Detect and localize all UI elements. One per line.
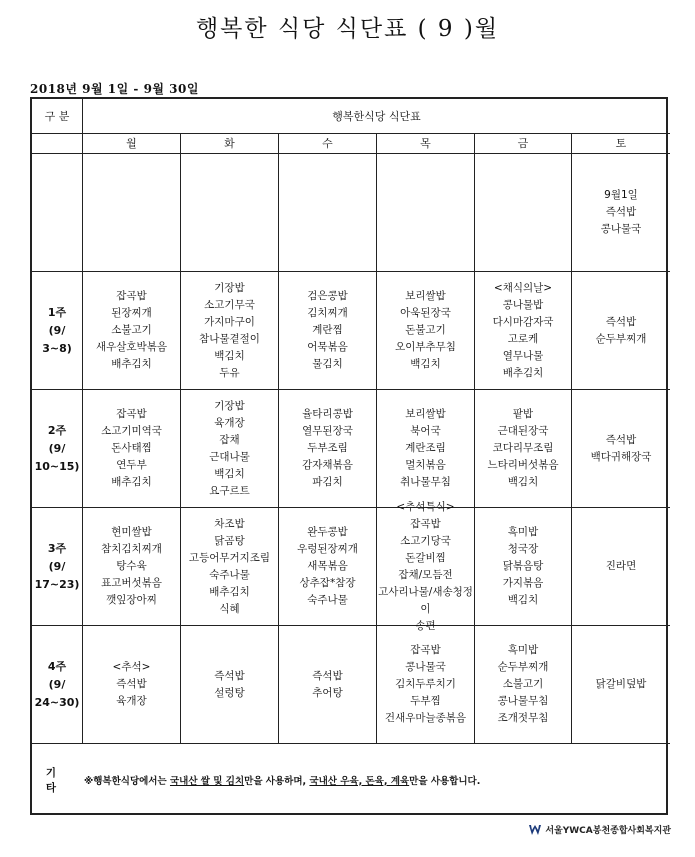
week-label (32, 272, 83, 390)
menu-line: 잡채 (219, 433, 240, 446)
menu-line: 차조밥 (214, 517, 245, 530)
menu-line: (9/ (48, 441, 66, 455)
menu-line: 구 분 (44, 109, 70, 123)
week-label (32, 508, 83, 626)
menu-line: 계란찜 (312, 324, 343, 336)
menu-line: 백김치 (507, 594, 539, 606)
menu-line: 목 (420, 137, 431, 150)
menu-line: 백다귀해장국 (590, 450, 652, 463)
menu-line: 조개젓무침 (497, 712, 549, 724)
menu-cell (181, 626, 279, 744)
menu-line: 멸치볶음 (405, 459, 446, 471)
menu-line: 상추잡*참장 (299, 577, 356, 589)
menu-line: 10~15) (34, 459, 80, 473)
menu-line: 즉석밥 (214, 669, 245, 682)
menu-line: 파김치 (312, 476, 343, 488)
menu-cell (377, 272, 475, 390)
menu-line: (9/ (48, 677, 66, 691)
menu-line: 코다리무조림 (492, 442, 554, 454)
menu-line: 팥밥 (512, 408, 534, 420)
footer-org: 서울YWCA봉천종합사회복지관 (545, 826, 671, 836)
menu-line: 육개장 (116, 695, 147, 707)
menu-line: 율타리콩밥 (302, 408, 353, 420)
menu-line: 잡곡밥 (116, 408, 147, 420)
menu-line: 열무된장국 (302, 425, 353, 437)
menu-line: 참치김치찌개 (101, 543, 162, 555)
menu-line: <추석특식> (396, 500, 455, 513)
menu-line: 김치두루치기 (395, 678, 456, 690)
menu-line: 소불고기 (502, 678, 544, 690)
menu-line: 연두부 (116, 459, 147, 471)
menu-cell (279, 626, 377, 744)
menu-cell (181, 390, 279, 508)
note-label: 기 타 (45, 766, 75, 794)
menu-line: 취나물무침 (400, 476, 451, 488)
menu-line: 기장밥 (214, 399, 245, 412)
menu-line: 배추김치 (111, 476, 152, 488)
table-title (83, 99, 670, 134)
menu-table (30, 97, 668, 815)
menu-line: 3~8) (42, 341, 72, 355)
menu-line: <채식의날> (493, 281, 553, 294)
menu-line: <추석> (112, 661, 151, 673)
ywca-logo-icon (529, 825, 541, 835)
menu-line: 토 (615, 137, 627, 150)
menu-line: 배추김치 (209, 585, 250, 598)
menu-line: 두부찜 (410, 695, 441, 707)
menu-line: 고등어무거지조림 (188, 551, 271, 564)
day-header (572, 134, 670, 154)
menu-line: 근대나물 (209, 450, 250, 463)
page-title: 행복한 식당 식단표 ( 9 )월 (195, 16, 500, 42)
menu-line: (9/ (48, 559, 66, 573)
menu-line: 잡채/모듬전 (398, 568, 453, 581)
menu-line: 가지마구이 (204, 315, 255, 328)
menu-line: 송편 (415, 619, 436, 632)
menu-line: 계란조림 (405, 442, 446, 454)
menu-line: 보리쌀밥 (405, 290, 446, 302)
menu-line: 흑미밥 (507, 644, 539, 656)
menu-line: 3주 (47, 541, 67, 555)
menu-line: 완두콩밥 (307, 526, 348, 538)
menu-cell (377, 626, 475, 744)
menu-line: 청국장 (507, 543, 539, 555)
menu-line: 추어탕 (312, 686, 343, 699)
menu-cell (475, 272, 572, 390)
menu-line: 행복한식당 식단표 (332, 109, 421, 123)
menu-line: 즉석밥 (116, 678, 147, 690)
menu-line: 수 (322, 137, 333, 150)
menu-line: 설렁탕 (214, 686, 245, 699)
menu-line: 현미쌀밥 (111, 526, 152, 538)
menu-line: 17~23) (34, 577, 80, 591)
menu-line: 돈갈비찜 (405, 551, 446, 564)
menu-line: 즉석밥 (605, 206, 637, 218)
menu-line: 검은콩밥 (307, 290, 348, 302)
menu-line: 닭갈비덮밥 (595, 678, 647, 690)
menu-line: 건새우마늘종볶음 (384, 712, 467, 724)
menu-cell (83, 508, 181, 626)
menu-line: 북어국 (410, 425, 441, 437)
menu-line: 2주 (47, 423, 67, 437)
menu-line: 콩나물국 (600, 223, 642, 235)
week-label (32, 390, 83, 508)
menu-line: 월 (126, 137, 137, 150)
week-label (32, 626, 83, 744)
menu-line: 9월1일 (604, 189, 638, 201)
menu-line: 즉석밥 (605, 315, 637, 328)
menu-cell (83, 272, 181, 390)
category-header (32, 99, 83, 134)
menu-line: 백김치 (214, 349, 245, 362)
menu-line: 1주 (47, 305, 67, 319)
menu-line: 식혜 (219, 602, 240, 615)
menu-line: 우렁된장찌개 (297, 543, 358, 555)
menu-cell (475, 626, 572, 744)
menu-line: 순두부찌개 (595, 332, 647, 345)
menu-cell (181, 272, 279, 390)
menu-line: 콩나물밥 (502, 298, 544, 311)
menu-line: 감자채볶음 (302, 459, 353, 471)
menu-line: 새우살호박볶음 (95, 341, 167, 353)
menu-line: 요구르트 (209, 484, 250, 497)
menu-cell (279, 390, 377, 508)
day-header (83, 134, 181, 154)
menu-line: 4주 (47, 659, 67, 673)
day-header (377, 134, 475, 154)
menu-line: 두부조림 (307, 442, 348, 454)
menu-line: 진라면 (605, 560, 637, 572)
menu-line: 느타리버섯볶음 (487, 459, 559, 471)
menu-cell (377, 154, 475, 272)
menu-line: 탕수육 (116, 560, 147, 572)
menu-cell (475, 154, 572, 272)
menu-cell (279, 154, 377, 272)
menu-line: 닭볶음탕 (502, 560, 544, 572)
menu-line: 숙주나물 (209, 568, 250, 581)
menu-line: 다시마감자국 (492, 315, 554, 328)
day-header (181, 134, 279, 154)
week-label (32, 154, 83, 272)
menu-line: 육개장 (214, 416, 245, 429)
menu-cell (475, 508, 572, 626)
menu-line: 즉석밥 (605, 433, 637, 446)
menu-cell (572, 508, 670, 626)
menu-cell (279, 508, 377, 626)
menu-line: 백김치 (410, 358, 441, 370)
menu-line: 잡곡밥 (116, 290, 147, 302)
menu-cell (572, 154, 670, 272)
menu-line: 돈사태찜 (111, 442, 152, 454)
menu-line: 흑미밥 (507, 526, 539, 538)
menu-line: 깻잎장아찌 (106, 594, 157, 606)
menu-line: 돈불고기 (405, 324, 446, 336)
menu-line: 표고버섯볶음 (101, 577, 162, 589)
menu-line: 두유 (219, 366, 240, 379)
note-text (84, 773, 480, 787)
menu-line: 잡곡밥 (410, 517, 441, 530)
menu-line: 24~30) (34, 695, 80, 709)
menu-line: 소고기당국 (400, 534, 451, 547)
menu-line: 오이부추무침 (395, 341, 456, 353)
menu-line: 닭곰탕 (214, 534, 245, 547)
menu-cell (572, 272, 670, 390)
menu-cell (83, 626, 181, 744)
menu-line: 보리쌀밥 (405, 408, 446, 420)
menu-cell (181, 508, 279, 626)
note-underline-2: 국내산 우육, 돈육, 계육 (309, 775, 410, 787)
menu-cell (377, 390, 475, 508)
menu-line: 고로케 (507, 332, 539, 345)
note-row (30, 744, 668, 815)
menu-line: 근대된장국 (497, 425, 549, 437)
note-mid: 만을 사용하며, (244, 775, 310, 787)
menu-line: 순두부찌개 (497, 661, 549, 673)
note-underline-1: 국내산 쌀 및 김치 (169, 775, 245, 787)
menu-line: 소고기무국 (204, 298, 255, 311)
menu-cell (475, 390, 572, 508)
menu-line: 새목볶음 (307, 560, 348, 572)
menu-line: 금 (517, 137, 529, 150)
menu-line: 열무나물 (502, 349, 544, 362)
menu-line: 화 (224, 137, 235, 150)
menu-line: 잡곡밥 (410, 644, 441, 656)
menu-line: 백김치 (214, 467, 245, 480)
menu-line: 콩나물무침 (497, 695, 549, 707)
menu-line: 가지볶음 (502, 577, 544, 589)
menu-line: 소불고기 (111, 324, 152, 336)
day-blank (32, 134, 83, 154)
menu-line: 백김치 (507, 476, 539, 488)
day-header (279, 134, 377, 154)
menu-cell (572, 390, 670, 508)
menu-line: 콩나물국 (405, 661, 446, 673)
menu-line: (9/ (48, 323, 66, 337)
day-header (475, 134, 572, 154)
menu-line: 김치찌개 (307, 307, 348, 319)
menu-period: 2018년 9월 1일 - 9월 30일 (30, 82, 199, 96)
menu-line: 배추김치 (111, 358, 152, 370)
menu-line: 물김치 (312, 358, 343, 370)
menu-line: 기장밥 (214, 281, 245, 294)
note-suffix: 만을 사용합니다. (409, 775, 481, 787)
menu-line: 고사리나물/새송청정이 (378, 585, 473, 615)
menu-cell (377, 500, 475, 632)
menu-cell (181, 154, 279, 272)
note-prefix: ※행복한식당에서는 (84, 775, 170, 787)
menu-cell (279, 272, 377, 390)
footer (529, 823, 671, 836)
menu-line: 참나물곁절이 (199, 332, 260, 345)
menu-line: 숙주나물 (307, 594, 348, 606)
menu-line: 즉석밥 (312, 669, 343, 682)
menu-line: 배추김치 (502, 366, 544, 379)
menu-line: 된장찌개 (111, 307, 152, 319)
menu-line: 소고기미역국 (101, 425, 162, 437)
menu-line: 어묵볶음 (307, 341, 348, 353)
menu-cell (572, 626, 670, 744)
menu-cell (83, 390, 181, 508)
menu-cell (83, 154, 181, 272)
menu-line: 아욱된장국 (400, 307, 451, 319)
